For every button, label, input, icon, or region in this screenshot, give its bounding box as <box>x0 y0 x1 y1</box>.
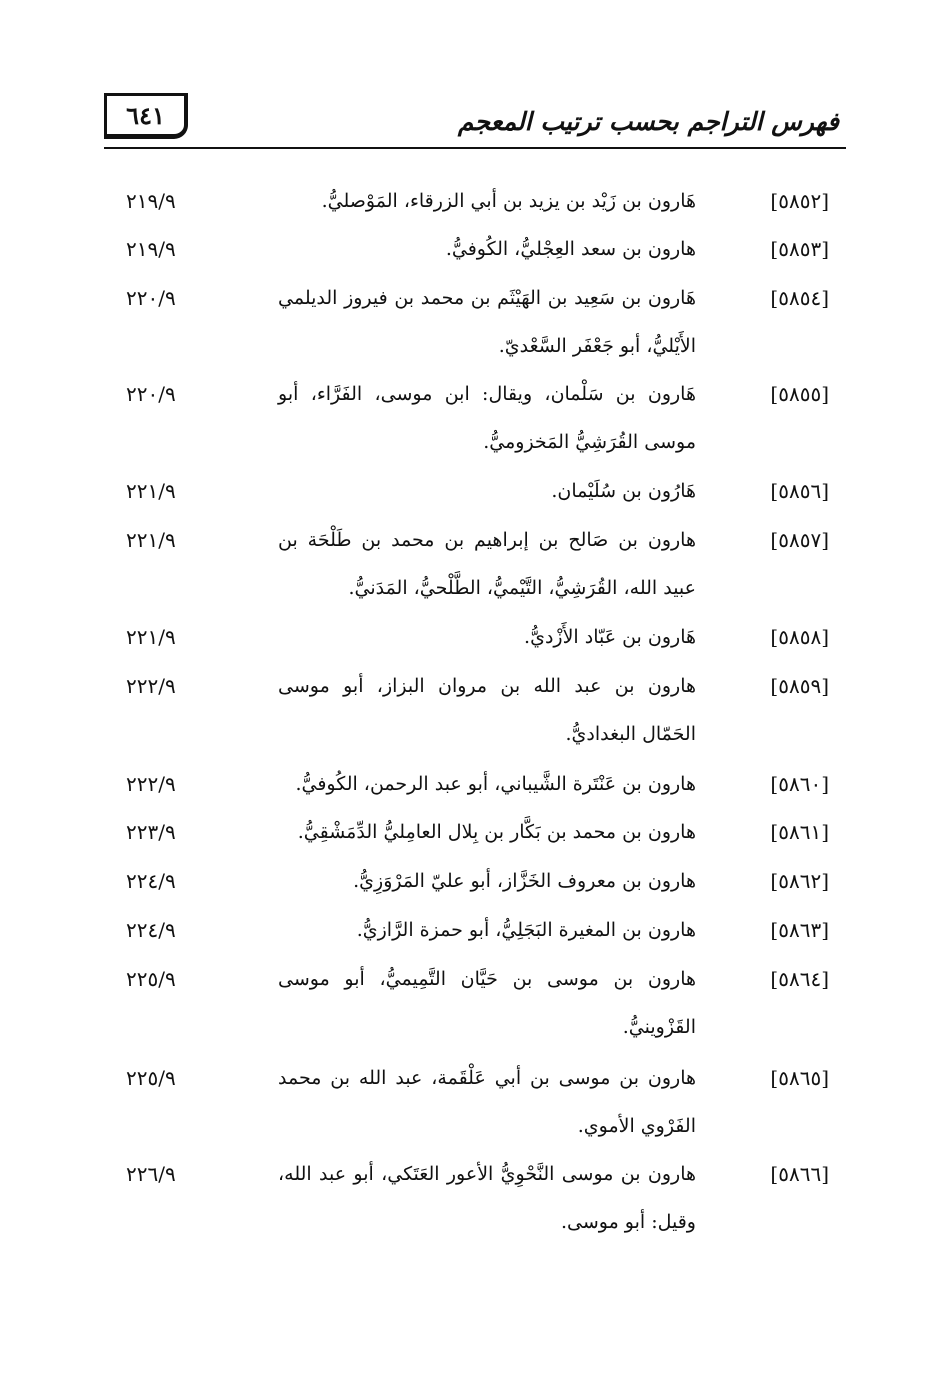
entry-number: [٥٨٥٨] <box>770 625 829 649</box>
entry-name: هَارون بن سَعِيد بن الهَيْثَم بن محمد بن فيروز الديلمي الأَيْليُّ، أبو جَعْفَر السَّعْديّ. <box>278 287 696 357</box>
index-entry <box>0 857 939 905</box>
entry-number: [٥٨٦٠] <box>770 772 829 796</box>
entry-reference: ٢٢٦/٩ <box>126 1162 176 1186</box>
entry-number: [٥٨٥٢] <box>770 189 829 213</box>
entry-reference: ٢١٩/٩ <box>126 189 176 213</box>
page-number: ٦٤١ <box>126 100 165 130</box>
entry-reference: ٢٢١/٩ <box>126 625 176 649</box>
entry-name: هارون بن معروف الخَزَّاز، أبو عليّ المَرْوَزِيُّ. <box>353 870 696 892</box>
entry-reference: ٢٢١/٩ <box>126 479 176 503</box>
entry-reference: ٢٢٤/٩ <box>126 918 176 942</box>
entry-name: هارون بن محمد بن بَكَّار بن بِلال العامِليُّ الدِّمَشْقِيُّ. <box>297 821 696 843</box>
entry-number: [٥٨٥٤] <box>770 286 829 310</box>
entry-reference: ٢٢٥/٩ <box>126 1066 176 1090</box>
entry-name: هارون بن موسى النَّحْوِيُّ الأعور العَتَكي، أبو عبد الله، وقيل: أبو موسى. <box>278 1163 696 1233</box>
entry-name: هَارون بن عَبّاد الأَزْديُّ. <box>524 626 696 648</box>
index-entry <box>0 1150 939 1233</box>
index-entry <box>0 274 939 357</box>
entry-reference: ٢٢٥/٩ <box>126 967 176 991</box>
index-entry <box>0 1054 939 1137</box>
entry-name: هارون بن موسى بن أبي عَلْقَمة، عبد الله بن محمد الفَرْوي الأموي. <box>278 1067 696 1137</box>
page-number-box <box>104 93 188 139</box>
running-title: فهرس التراجم بحسب ترتيب المعجم <box>457 107 839 136</box>
entry-name: هارون بن سعد العِجْليُّ، الكُوفيُّ. <box>445 238 696 260</box>
index-entry <box>0 613 939 661</box>
entry-number: [٥٨٦٦] <box>770 1162 829 1186</box>
entry-number: [٥٨٥٣] <box>770 237 829 261</box>
entry-reference: ٢١٩/٩ <box>126 237 176 261</box>
index-entry <box>0 225 939 273</box>
entry-number: [٥٨٥٥] <box>770 382 829 406</box>
entry-reference: ٢٢٢/٩ <box>126 674 176 698</box>
index-entry <box>0 467 939 515</box>
index-entry <box>0 955 939 1038</box>
index-entry <box>0 760 939 808</box>
index-entry <box>0 662 939 745</box>
index-entry <box>0 906 939 954</box>
entry-reference: ٢٢٢/٩ <box>126 772 176 796</box>
index-entry <box>0 808 939 856</box>
entry-name: هارون بن المغيرة البَجَلِيُّ، أبو حمزة الرَّازيُّ. <box>356 919 696 941</box>
header-divider <box>104 147 846 149</box>
entry-reference: ٢٢٤/٩ <box>126 869 176 893</box>
entry-reference: ٢٢٠/٩ <box>126 382 176 406</box>
index-entry <box>0 177 939 225</box>
entry-number: [٥٨٦٢] <box>770 869 829 893</box>
entry-number: [٥٨٥٧] <box>770 528 829 552</box>
entry-name: هارون بن موسى بن حَيَّان التَّمِيميُّ، أبو موسى القَزْوينيُّ. <box>278 968 696 1038</box>
entry-number: [٥٨٦٣] <box>770 918 829 942</box>
entry-reference: ٢٢١/٩ <box>126 528 176 552</box>
entry-number: [٥٨٦٤] <box>770 967 829 991</box>
entry-name: هارون بن عبد الله بن مروان البزاز، أبو موسى الحَمّال البغداديُّ. <box>278 675 696 745</box>
entry-name: هَارُون بن سُلَيْمان. <box>551 480 696 502</box>
entry-number: [٥٨٦١] <box>770 820 829 844</box>
entry-name: هارون بن عَنْتَرة الشَّيباني، أبو عبد الرحمن، الكُوفيُّ. <box>295 773 696 795</box>
entry-reference: ٢٢٣/٩ <box>126 820 176 844</box>
entry-number: [٥٨٦٥] <box>770 1066 829 1090</box>
index-entry <box>0 370 939 453</box>
entry-name: هَارون بن زَيْد بن يزيد بن أبي الزرقاء، المَوْصليُّ. <box>321 190 696 212</box>
entry-name: هارون بن صَالح بن إبراهيم بن محمد بن طَلْحَة بن عبيد الله، القُرَشِيُّ، التَّيْميُّ، الطَّلْحيُّ، المَدَنيُّ. <box>278 529 696 599</box>
entry-reference: ٢٢٠/٩ <box>126 286 176 310</box>
entry-name: هَارون بن سَلْمان، ويقال: ابن موسى، الفَرَّاء، أبو موسى القُرَشِيُّ المَخزوميُّ. <box>278 383 696 453</box>
entry-number: [٥٨٥٦] <box>770 479 829 503</box>
index-entry <box>0 516 939 599</box>
entry-number: [٥٨٥٩] <box>770 674 829 698</box>
